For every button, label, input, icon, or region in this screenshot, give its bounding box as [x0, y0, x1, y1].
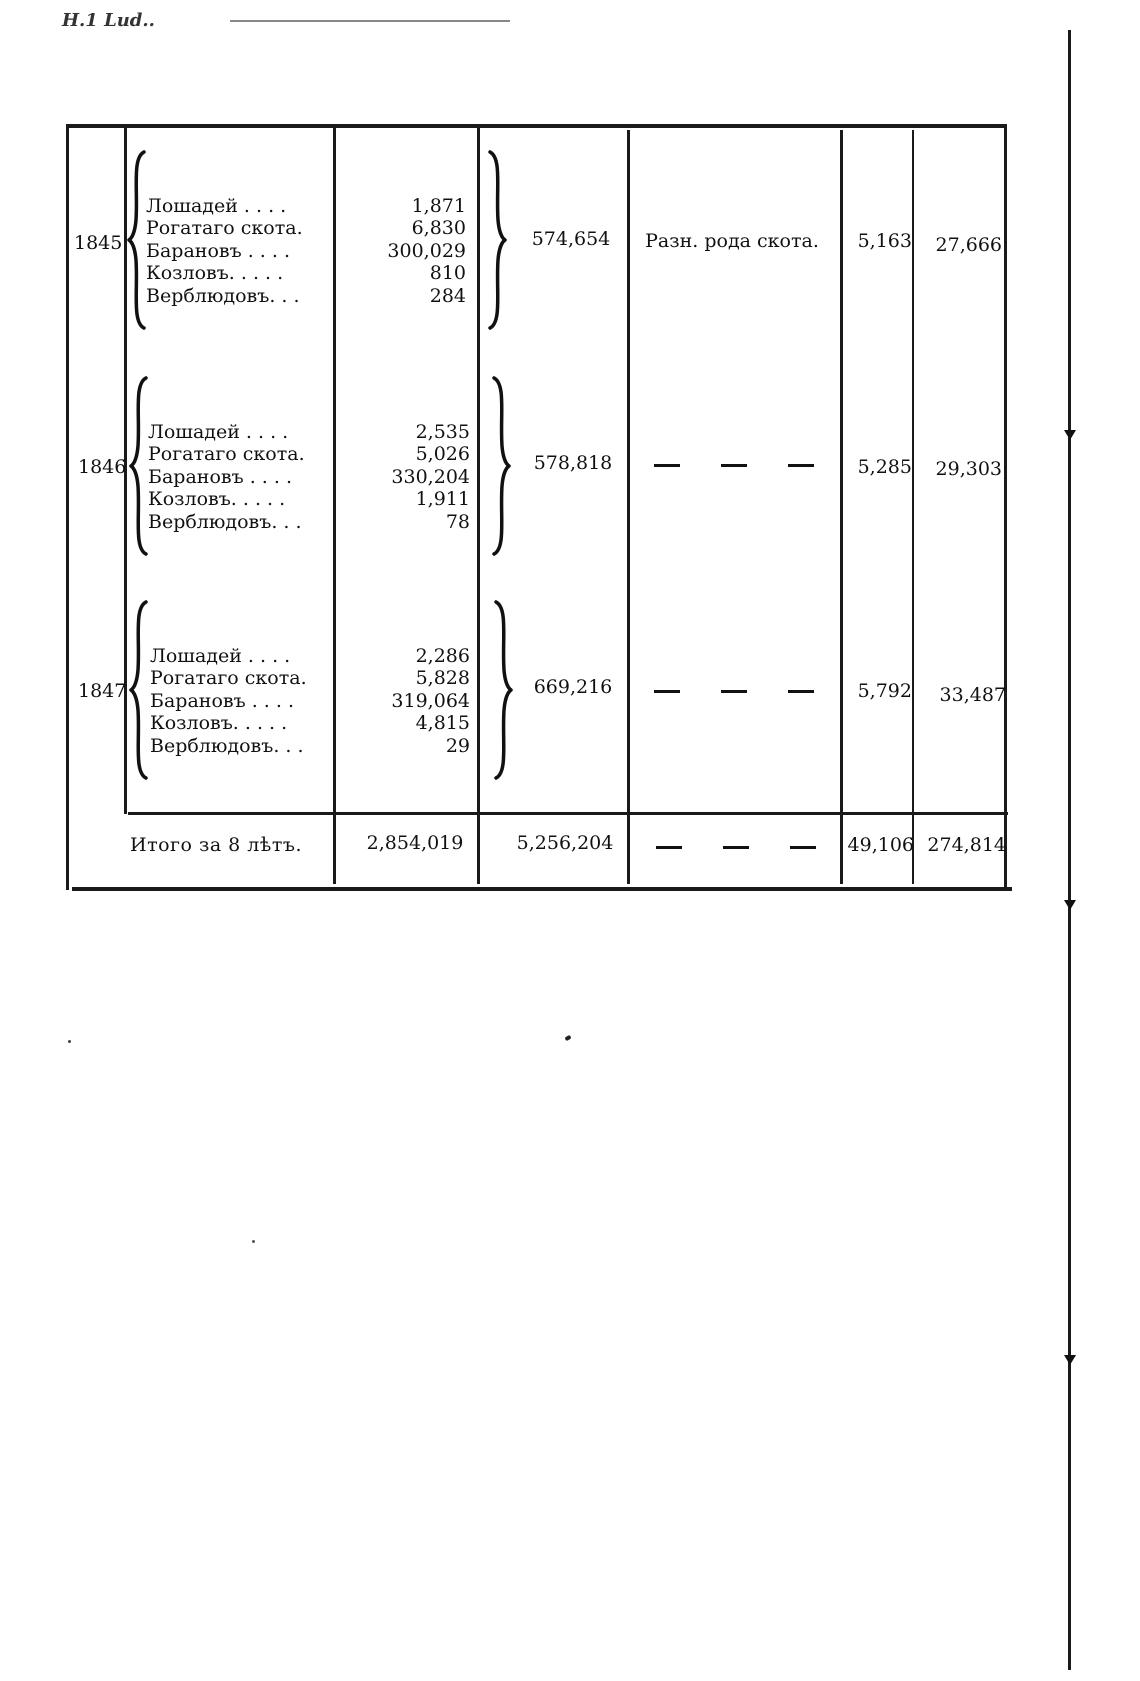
- table-bottom-border: [72, 887, 1012, 891]
- header-rule: [230, 20, 510, 22]
- dash-mark: [654, 464, 680, 467]
- dash-mark: [788, 690, 814, 693]
- list-item: Рогатаго скота.: [148, 443, 305, 466]
- list-item: Верблюдовъ. . .: [146, 284, 300, 307]
- count-list: [360, 421, 470, 533]
- right-brace-icon: [490, 600, 514, 780]
- list-item: 29: [445, 734, 470, 757]
- col6-value: 5,163: [857, 230, 912, 252]
- col6-value: 5,285: [857, 456, 912, 478]
- description-cell: Разн. рода скота.: [645, 230, 819, 252]
- dash-mark: [790, 846, 816, 849]
- list-item: Барановъ . . . .: [146, 239, 290, 262]
- col7-value: 33,487: [939, 684, 1006, 706]
- list-item: 319,064: [391, 689, 470, 712]
- list-item: Козловъ. . . . .: [150, 712, 288, 735]
- list-item: 330,204: [391, 465, 470, 488]
- list-item: 284: [429, 284, 466, 307]
- column-divider: [627, 130, 630, 884]
- year-cell: 1846: [78, 456, 127, 478]
- page-edge-line: [1068, 30, 1071, 1670]
- table-right-border: [1004, 124, 1007, 890]
- right-brace-icon: [484, 150, 508, 330]
- list-item: 300,029: [387, 239, 466, 262]
- dash-mark: [721, 690, 747, 693]
- list-item: Лошадей . . . .: [146, 195, 287, 217]
- list-item: Верблюдовъ. . .: [150, 734, 304, 757]
- totals-label: Итого за 8 лѣтъ.: [130, 834, 302, 856]
- list-item: 2,535: [415, 421, 470, 443]
- header-mark: Н.1 Lud..: [62, 10, 155, 31]
- dash-mark: [788, 464, 814, 467]
- list-item: 2,286: [415, 645, 470, 667]
- ditto-dashes: [634, 690, 834, 693]
- edge-arrow-marker: [1064, 1355, 1076, 1365]
- animal-list: [148, 421, 338, 533]
- year-cell: 1845: [74, 232, 123, 254]
- table-left-border: [66, 124, 69, 890]
- count-list: [360, 645, 470, 757]
- list-item: 1,871: [411, 195, 466, 217]
- edge-arrow-marker: [1064, 430, 1076, 440]
- ink-speck: [68, 1040, 71, 1043]
- table-top-border: [66, 124, 1006, 128]
- list-item: 6,830: [411, 217, 466, 240]
- list-item: 78: [445, 510, 470, 533]
- animal-list: [150, 645, 340, 757]
- column-divider: [477, 124, 480, 884]
- list-item: Барановъ . . . .: [150, 689, 294, 712]
- right-brace-icon: [488, 376, 512, 556]
- total-value: 578,818: [533, 452, 613, 474]
- totals-col6: 49,106: [847, 834, 914, 856]
- col6-value: 5,792: [857, 680, 912, 702]
- animal-list: [146, 195, 336, 307]
- count-list: [356, 195, 466, 307]
- list-item: Козловъ. . . . .: [146, 262, 284, 285]
- column-divider: [912, 130, 914, 884]
- list-item: 4,815: [415, 712, 470, 735]
- dash-mark: [654, 690, 680, 693]
- dash-mark: [656, 846, 682, 849]
- total-value: 574,654: [531, 228, 611, 250]
- col7-value: 27,666: [935, 234, 1002, 256]
- ditto-dashes: [636, 846, 836, 849]
- list-item: Рогатаго скота.: [146, 217, 303, 240]
- list-item: 5,026: [415, 443, 470, 466]
- list-item: Рогатаго скота.: [150, 667, 307, 690]
- list-item: 1,911: [415, 488, 470, 511]
- ditto-dashes: [634, 464, 834, 467]
- ink-speck: [564, 1035, 571, 1041]
- totals-col7: 274,814: [927, 834, 1006, 856]
- list-item: 810: [429, 262, 466, 285]
- ink-speck: [252, 1240, 255, 1243]
- dash-mark: [721, 464, 747, 467]
- list-item: Барановъ . . . .: [148, 465, 292, 488]
- totals-counts: 2,854,019: [366, 832, 464, 854]
- total-value: 669,216: [533, 676, 613, 698]
- list-item: 5,828: [415, 667, 470, 690]
- dash-mark: [723, 846, 749, 849]
- totals-separator: [128, 812, 1008, 815]
- list-item: Лошадей . . . .: [148, 421, 289, 443]
- list-item: Козловъ. . . . .: [148, 488, 286, 511]
- totals-total: 5,256,204: [516, 832, 614, 854]
- edge-arrow-marker: [1064, 900, 1076, 910]
- col7-value: 29,303: [935, 458, 1002, 480]
- list-item: Верблюдовъ. . .: [148, 510, 302, 533]
- list-item: Лошадей . . . .: [150, 645, 291, 667]
- year-cell: 1847: [78, 680, 127, 702]
